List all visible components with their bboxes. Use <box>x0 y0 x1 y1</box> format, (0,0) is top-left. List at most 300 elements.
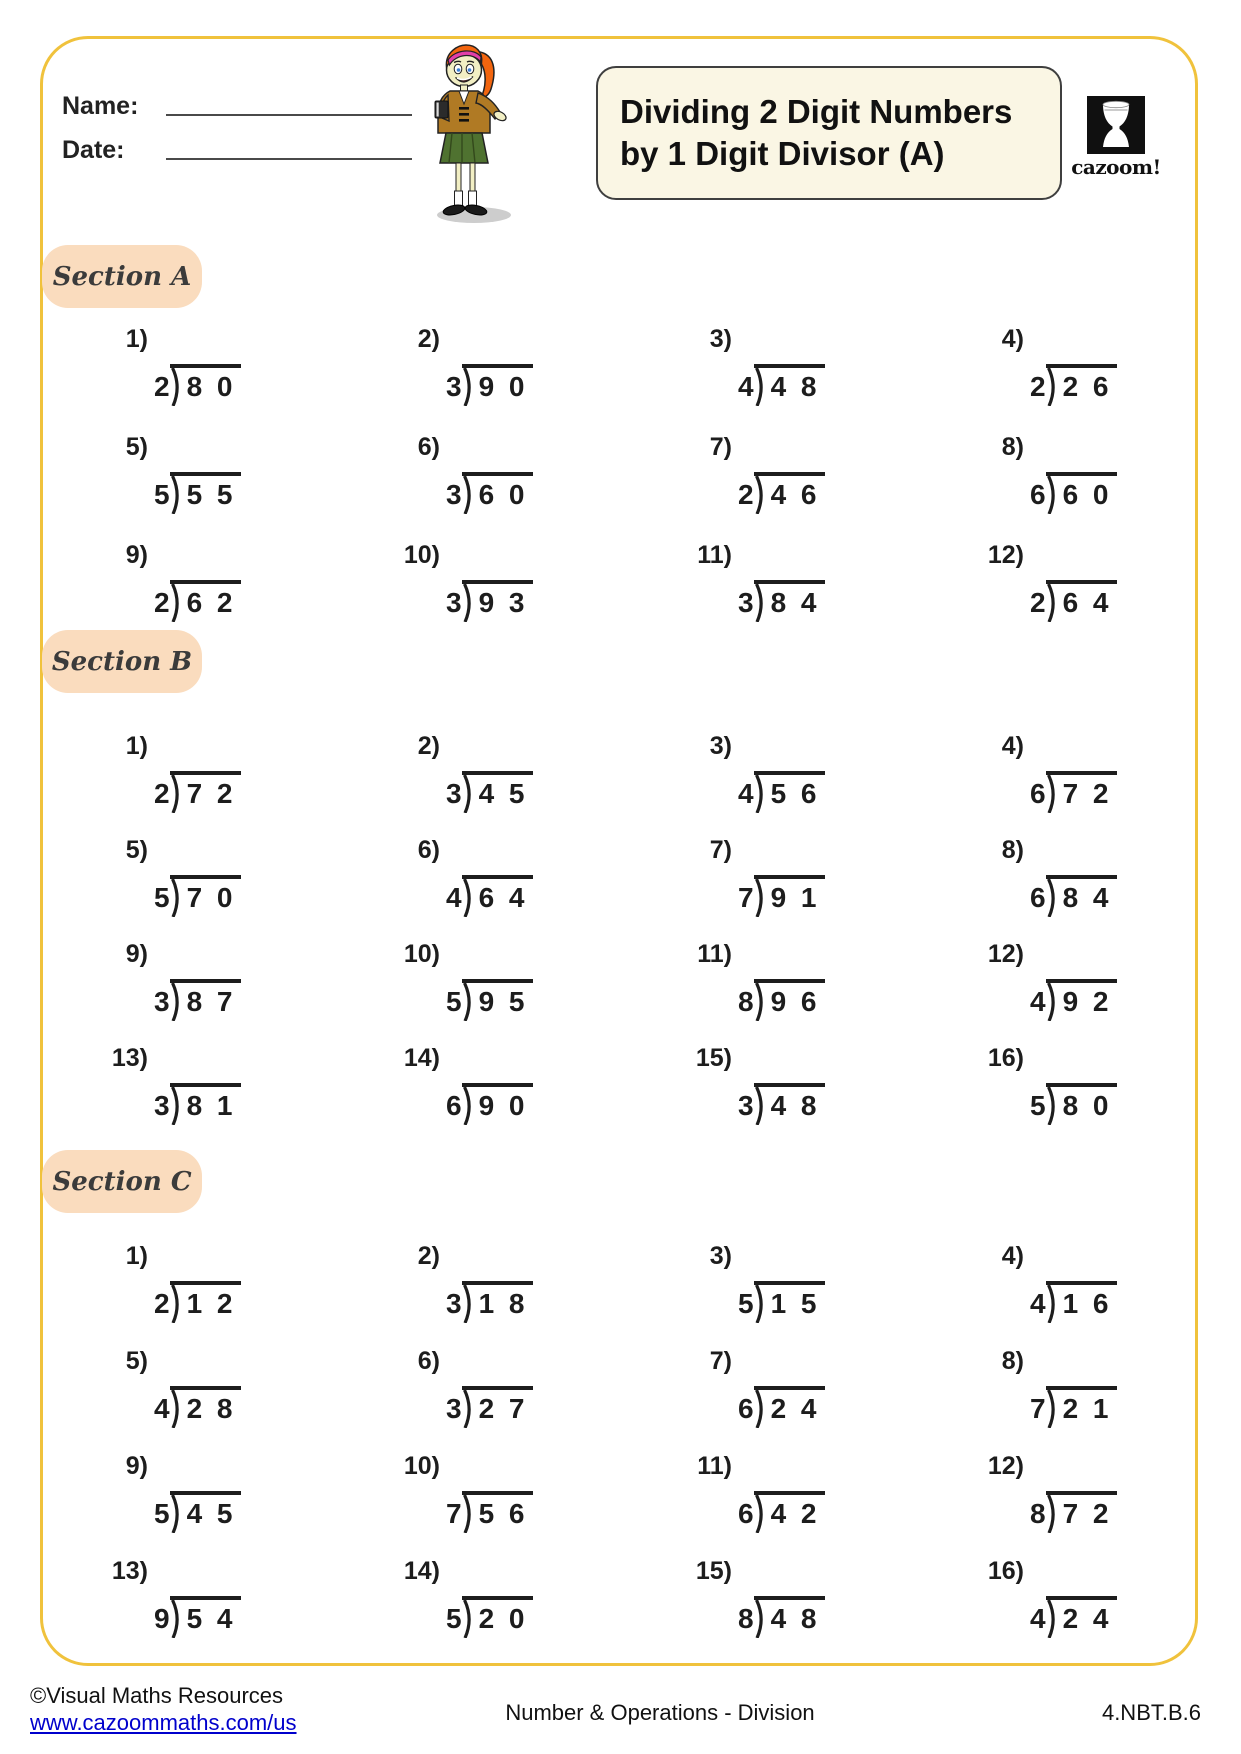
division-bracket-icon <box>170 1390 183 1428</box>
division-problem <box>372 1558 664 1663</box>
divisor: 4 <box>1030 1288 1046 1319</box>
worksheet-title-line1: Dividing 2 Digit Numbers <box>620 93 1013 130</box>
division-problem <box>80 837 372 941</box>
problem-number: 4) <box>1001 1242 1024 1270</box>
division-bracket-icon <box>170 1087 183 1125</box>
divisor: 5 <box>446 986 462 1017</box>
vinculum-bar <box>170 771 241 813</box>
vinculum-bar <box>1046 979 1117 1021</box>
long-division-expression <box>154 580 241 622</box>
long-division-expression <box>738 1596 825 1638</box>
problem-number: 6) <box>417 433 440 461</box>
long-division-expression <box>154 771 241 813</box>
vinculum-bar <box>754 472 825 514</box>
divisor: 3 <box>446 479 462 510</box>
long-division-expression <box>446 979 533 1021</box>
division-problem <box>372 434 664 542</box>
division-bracket-icon <box>754 1495 767 1533</box>
vinculum-bar <box>754 771 825 813</box>
division-problem <box>80 941 372 1045</box>
long-division-expression <box>738 1281 825 1323</box>
division-problem <box>956 1348 1241 1453</box>
divisor: 3 <box>154 1090 170 1121</box>
problem-number: 1) <box>125 732 148 760</box>
division-problem <box>80 1558 372 1663</box>
dividend: 1 2 <box>186 1288 233 1319</box>
vinculum-bar <box>170 364 241 406</box>
vinculum-bar <box>170 979 241 1021</box>
long-division-expression <box>1030 771 1117 813</box>
vinculum-bar <box>462 472 533 514</box>
division-problem <box>372 1453 664 1558</box>
problem-number: 9) <box>125 1452 148 1480</box>
division-problem <box>80 1453 372 1558</box>
name-input-line <box>166 88 412 116</box>
division-problem <box>956 326 1241 434</box>
division-bracket-icon <box>754 1600 767 1638</box>
division-bracket-icon <box>462 1600 475 1638</box>
long-division-expression <box>738 1386 825 1428</box>
division-bracket-icon <box>170 1285 183 1323</box>
long-division-expression <box>1030 979 1117 1021</box>
divisor: 7 <box>446 1498 462 1529</box>
divisor: 3 <box>738 1090 754 1121</box>
long-division-expression <box>446 1596 533 1638</box>
problem-number: 16) <box>987 1557 1024 1585</box>
divisor: 8 <box>738 1603 754 1634</box>
long-division-expression <box>446 580 533 622</box>
problem-number: 3) <box>709 325 732 353</box>
dividend: 9 0 <box>478 371 525 402</box>
problem-number: 2) <box>417 1242 440 1270</box>
vinculum-bar <box>754 580 825 622</box>
vinculum-bar <box>462 875 533 917</box>
problem-number: 2) <box>417 732 440 760</box>
problem-number: 4) <box>1001 732 1024 760</box>
section-c-problems <box>80 1243 1241 1663</box>
divisor: 3 <box>446 1393 462 1424</box>
dividend: 2 8 <box>186 1393 233 1424</box>
problem-number: 14) <box>403 1044 440 1072</box>
division-problem <box>80 1348 372 1453</box>
long-division-expression <box>738 979 825 1021</box>
vinculum-bar <box>170 1281 241 1323</box>
dividend: 4 5 <box>186 1498 233 1529</box>
long-division-expression <box>154 1596 241 1638</box>
long-division-expression <box>738 472 825 514</box>
division-bracket-icon <box>1046 1087 1059 1125</box>
dividend: 9 3 <box>478 587 525 618</box>
divisor: 2 <box>1030 587 1046 618</box>
vinculum-bar <box>754 364 825 406</box>
long-division-expression <box>1030 364 1117 406</box>
vinculum-bar <box>1046 1491 1117 1533</box>
division-problem <box>956 1453 1241 1558</box>
problem-number: 7) <box>709 433 732 461</box>
division-bracket-icon <box>462 1087 475 1125</box>
divisor: 7 <box>1030 1393 1046 1424</box>
divisor: 8 <box>738 986 754 1017</box>
divisor: 6 <box>1030 778 1046 809</box>
divisor: 4 <box>738 371 754 402</box>
division-bracket-icon <box>1046 1600 1059 1638</box>
division-problem <box>664 733 956 837</box>
division-bracket-icon <box>754 775 767 813</box>
divisor: 3 <box>446 587 462 618</box>
standard-code: 4.NBT.B.6 <box>1101 1700 1201 1725</box>
divisor: 3 <box>154 986 170 1017</box>
problem-number: 12) <box>987 940 1024 968</box>
problem-number: 8) <box>1001 1347 1024 1375</box>
division-bracket-icon <box>462 1390 475 1428</box>
section-b-header: Section B <box>42 630 202 693</box>
division-problem <box>664 326 956 434</box>
divisor: 5 <box>446 1603 462 1634</box>
division-bracket-icon <box>462 983 475 1021</box>
dividend: 2 4 <box>770 1393 817 1424</box>
long-division-expression <box>446 1281 533 1323</box>
division-problem <box>664 837 956 941</box>
long-division-expression <box>446 875 533 917</box>
long-division-expression <box>1030 875 1117 917</box>
dividend: 2 0 <box>478 1603 525 1634</box>
division-bracket-icon <box>462 476 475 514</box>
problem-number: 11) <box>697 541 732 569</box>
division-problem <box>80 733 372 837</box>
vinculum-bar <box>754 1596 825 1638</box>
cazoommaths-link[interactable]: www.cazoommaths.com/us <box>30 1710 297 1735</box>
divisor: 5 <box>1030 1090 1046 1121</box>
dividend: 5 6 <box>478 1498 525 1529</box>
vinculum-bar <box>462 1281 533 1323</box>
long-division-expression <box>154 979 241 1021</box>
vinculum-bar <box>754 1386 825 1428</box>
division-problem <box>372 941 664 1045</box>
long-division-expression <box>1030 472 1117 514</box>
divisor: 2 <box>738 479 754 510</box>
division-problem <box>956 1045 1241 1149</box>
vinculum-bar <box>462 1491 533 1533</box>
dividend: 8 4 <box>1062 882 1109 913</box>
divisor: 7 <box>738 882 754 913</box>
divisor: 3 <box>446 371 462 402</box>
vinculum-bar <box>754 1281 825 1323</box>
division-problem <box>956 837 1241 941</box>
vinculum-bar <box>1046 1386 1117 1428</box>
long-division-expression <box>738 580 825 622</box>
division-bracket-icon <box>1046 1285 1059 1323</box>
division-bracket-icon <box>754 368 767 406</box>
dividend: 6 0 <box>478 479 525 510</box>
problem-number: 2) <box>417 325 440 353</box>
dividend: 7 2 <box>186 778 233 809</box>
long-division-expression <box>154 1386 241 1428</box>
divisor: 5 <box>154 882 170 913</box>
dividend: 2 1 <box>1062 1393 1109 1424</box>
dividend: 7 0 <box>186 882 233 913</box>
division-problem <box>956 941 1241 1045</box>
djembe-drum-icon <box>1087 96 1145 154</box>
dividend: 2 6 <box>1062 371 1109 402</box>
dividend: 1 8 <box>478 1288 525 1319</box>
vinculum-bar <box>462 979 533 1021</box>
divisor: 4 <box>1030 986 1046 1017</box>
long-division-expression <box>446 1386 533 1428</box>
division-problem <box>956 1558 1241 1663</box>
cazoom-logo <box>1058 96 1174 179</box>
long-division-expression <box>738 1491 825 1533</box>
schoolgirl-mascot-icon <box>418 40 520 231</box>
section-c-header: Section C <box>42 1150 202 1213</box>
divisor: 2 <box>154 587 170 618</box>
dividend: 6 0 <box>1062 479 1109 510</box>
division-bracket-icon <box>1046 476 1059 514</box>
dividend: 9 6 <box>770 986 817 1017</box>
name-label: Name: <box>62 92 139 120</box>
problem-number: 8) <box>1001 433 1024 461</box>
long-division-expression <box>154 1281 241 1323</box>
vinculum-bar <box>754 875 825 917</box>
vinculum-bar <box>462 364 533 406</box>
division-problem <box>80 326 372 434</box>
dividend: 6 4 <box>478 882 525 913</box>
divisor: 3 <box>446 778 462 809</box>
dividend: 8 4 <box>770 587 817 618</box>
divisor: 6 <box>446 1090 462 1121</box>
division-problem <box>372 1243 664 1348</box>
problem-number: 12) <box>987 541 1024 569</box>
problem-number: 10) <box>403 1452 440 1480</box>
dividend: 9 1 <box>770 882 817 913</box>
section-b-problems <box>80 733 1241 1149</box>
division-bracket-icon <box>462 368 475 406</box>
problem-number: 11) <box>697 1452 732 1480</box>
dividend: 7 2 <box>1062 778 1109 809</box>
division-bracket-icon <box>1046 879 1059 917</box>
dividend: 4 8 <box>770 371 817 402</box>
division-bracket-icon <box>1046 983 1059 1021</box>
dividend: 9 5 <box>478 986 525 1017</box>
division-problem <box>664 1045 956 1149</box>
problem-number: 11) <box>697 940 732 968</box>
problem-number: 1) <box>125 325 148 353</box>
dividend: 7 2 <box>1062 1498 1109 1529</box>
vinculum-bar <box>1046 1596 1117 1638</box>
vinculum-bar <box>1046 1281 1117 1323</box>
division-problem <box>372 326 664 434</box>
long-division-expression <box>446 1491 533 1533</box>
divisor: 6 <box>738 1393 754 1424</box>
vinculum-bar <box>170 1491 241 1533</box>
divisor: 4 <box>738 778 754 809</box>
division-problem <box>664 1453 956 1558</box>
division-bracket-icon <box>170 368 183 406</box>
division-bracket-icon <box>462 1285 475 1323</box>
division-problem <box>664 542 956 650</box>
division-bracket-icon <box>170 879 183 917</box>
dividend: 4 5 <box>478 778 525 809</box>
vinculum-bar <box>462 1386 533 1428</box>
divisor: 4 <box>1030 1603 1046 1634</box>
division-bracket-icon <box>170 775 183 813</box>
dividend: 5 6 <box>770 778 817 809</box>
dividend: 4 2 <box>770 1498 817 1529</box>
division-problem <box>664 941 956 1045</box>
vinculum-bar <box>462 1083 533 1125</box>
vinculum-bar <box>754 1491 825 1533</box>
divisor: 5 <box>154 1498 170 1529</box>
divisor: 6 <box>1030 479 1046 510</box>
long-division-expression <box>154 1491 241 1533</box>
division-problem <box>956 1243 1241 1348</box>
problem-number: 12) <box>987 1452 1024 1480</box>
date-label: Date: <box>62 136 125 164</box>
division-bracket-icon <box>170 584 183 622</box>
division-problem <box>664 434 956 542</box>
dividend: 9 2 <box>1062 986 1109 1017</box>
problem-number: 16) <box>987 1044 1024 1072</box>
division-bracket-icon <box>170 1495 183 1533</box>
dividend: 5 5 <box>186 479 233 510</box>
division-bracket-icon <box>462 584 475 622</box>
vinculum-bar <box>1046 364 1117 406</box>
problem-number: 4) <box>1001 325 1024 353</box>
division-bracket-icon <box>170 983 183 1021</box>
footer-credits <box>30 1682 297 1736</box>
dividend: 1 5 <box>770 1288 817 1319</box>
copyright-text: ©Visual Maths Resources <box>30 1683 284 1708</box>
problem-number: 7) <box>709 836 732 864</box>
long-division-expression <box>446 472 533 514</box>
vinculum-bar <box>170 1083 241 1125</box>
problem-number: 13) <box>111 1557 148 1585</box>
vinculum-bar <box>754 979 825 1021</box>
problem-number: 10) <box>403 940 440 968</box>
division-bracket-icon <box>462 879 475 917</box>
divisor: 5 <box>738 1288 754 1319</box>
dividend: 9 0 <box>478 1090 525 1121</box>
worksheet-title-line2: by 1 Digit Divisor (A) <box>620 135 945 172</box>
division-problem <box>956 434 1241 542</box>
divisor: 4 <box>154 1393 170 1424</box>
vinculum-bar <box>1046 472 1117 514</box>
dividend: 8 0 <box>186 371 233 402</box>
divisor: 9 <box>154 1603 170 1634</box>
problem-number: 13) <box>111 1044 148 1072</box>
dividend: 4 8 <box>770 1090 817 1121</box>
division-bracket-icon <box>1046 368 1059 406</box>
divisor: 4 <box>446 882 462 913</box>
division-problem <box>372 1348 664 1453</box>
dividend: 4 6 <box>770 479 817 510</box>
divisor: 2 <box>154 1288 170 1319</box>
problem-number: 14) <box>403 1557 440 1585</box>
long-division-expression <box>738 1083 825 1125</box>
division-problem <box>80 434 372 542</box>
dividend: 5 4 <box>186 1603 233 1634</box>
divisor: 3 <box>446 1288 462 1319</box>
division-problem <box>372 837 664 941</box>
long-division-expression <box>154 364 241 406</box>
long-division-expression <box>446 1083 533 1125</box>
problem-number: 3) <box>709 732 732 760</box>
division-problem <box>372 1045 664 1149</box>
long-division-expression <box>1030 1281 1117 1323</box>
divisor: 8 <box>1030 1498 1046 1529</box>
division-bracket-icon <box>1046 1390 1059 1428</box>
problem-number: 6) <box>417 836 440 864</box>
long-division-expression <box>446 771 533 813</box>
division-problem <box>80 1243 372 1348</box>
long-division-expression <box>738 875 825 917</box>
problem-number: 7) <box>709 1347 732 1375</box>
dividend: 8 1 <box>186 1090 233 1121</box>
divisor: 5 <box>154 479 170 510</box>
problem-number: 8) <box>1001 836 1024 864</box>
divisor: 6 <box>738 1498 754 1529</box>
vinculum-bar <box>1046 1083 1117 1125</box>
section-a-header: Section A <box>42 245 202 308</box>
division-problem <box>372 733 664 837</box>
long-division-expression <box>154 1083 241 1125</box>
long-division-expression <box>1030 1596 1117 1638</box>
long-division-expression <box>1030 1386 1117 1428</box>
dividend: 8 0 <box>1062 1090 1109 1121</box>
problem-number: 3) <box>709 1242 732 1270</box>
dividend: 8 7 <box>186 986 233 1017</box>
division-problem <box>956 542 1241 650</box>
long-division-expression <box>1030 1491 1117 1533</box>
division-problem <box>80 1045 372 1149</box>
vinculum-bar <box>170 1596 241 1638</box>
long-division-expression <box>446 364 533 406</box>
division-problem <box>80 542 372 650</box>
division-bracket-icon <box>1046 584 1059 622</box>
divisor: 2 <box>154 778 170 809</box>
divisor: 2 <box>1030 371 1046 402</box>
vinculum-bar <box>170 1386 241 1428</box>
long-division-expression <box>1030 1083 1117 1125</box>
divisor: 2 <box>154 371 170 402</box>
vinculum-bar <box>170 875 241 917</box>
division-problem <box>664 1558 956 1663</box>
division-bracket-icon <box>462 1495 475 1533</box>
dividend: 4 8 <box>770 1603 817 1634</box>
problem-number: 15) <box>695 1557 732 1585</box>
dividend: 2 4 <box>1062 1603 1109 1634</box>
long-division-expression <box>738 364 825 406</box>
division-bracket-icon <box>754 983 767 1021</box>
long-division-expression <box>1030 580 1117 622</box>
division-problem <box>664 1348 956 1453</box>
dividend: 6 4 <box>1062 587 1109 618</box>
problem-number: 5) <box>125 836 148 864</box>
problem-number: 1) <box>125 1242 148 1270</box>
division-bracket-icon <box>1046 1495 1059 1533</box>
vinculum-bar <box>1046 580 1117 622</box>
division-bracket-icon <box>754 584 767 622</box>
division-problem <box>372 542 664 650</box>
long-division-expression <box>154 875 241 917</box>
vinculum-bar <box>1046 771 1117 813</box>
vinculum-bar <box>170 580 241 622</box>
vinculum-bar <box>170 472 241 514</box>
dividend: 2 7 <box>478 1393 525 1424</box>
problem-number: 15) <box>695 1044 732 1072</box>
vinculum-bar <box>1046 875 1117 917</box>
problem-number: 5) <box>125 1347 148 1375</box>
division-problem <box>956 733 1241 837</box>
